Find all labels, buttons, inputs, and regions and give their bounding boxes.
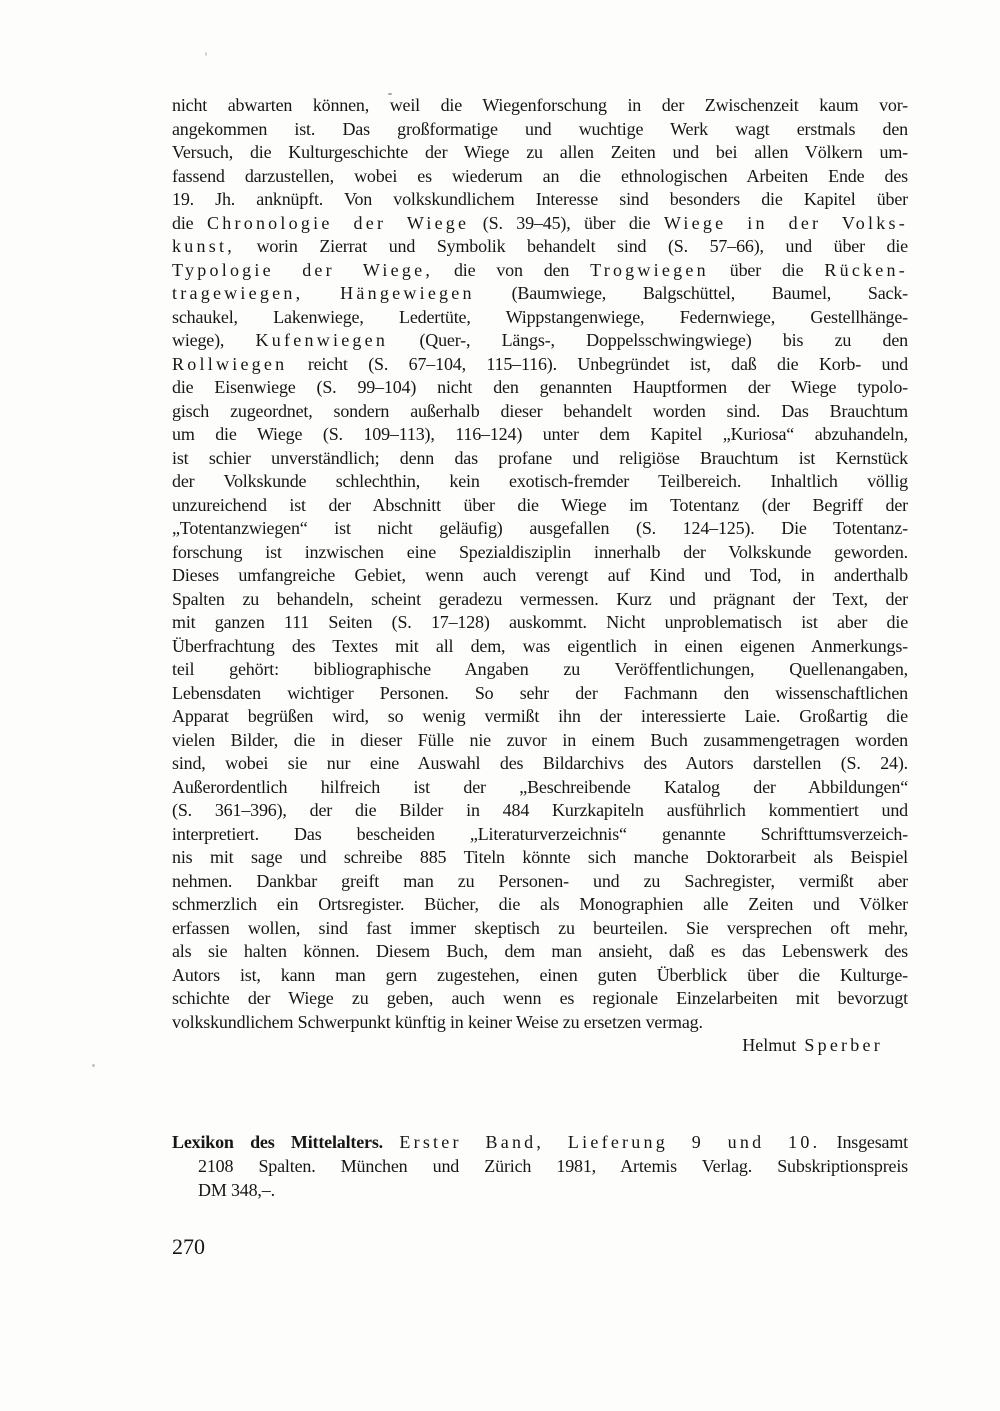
text-segment: (S. 361–396), der die Bilder in 484 Kurzkapiteln ausführlich kommentiert und (172, 800, 908, 820)
text-segment: Rollwiegen (172, 353, 288, 374)
text-segment: fassend darzustellen, wobei es wiederum an die ethnologischen Arbeiten Ende des (172, 165, 908, 186)
text-segment: (Baumwiege, Balgschüttel, Baumel, Sack- (474, 283, 908, 303)
text-segment: gisch zugeordnet, sondern außerhalb dieser behandelt worden sind. Das Brauchtum (172, 400, 908, 421)
text-line (172, 1178, 908, 1202)
text-segment: Kufenwiegen (255, 330, 389, 350)
text-line (172, 259, 908, 283)
text-line (172, 752, 908, 776)
text-segment: Wiege in der Volks- (663, 212, 909, 233)
text-segment: 2108 Spalten. München und Zürich 1981, Artemis Verlag. Subskriptionspreis (198, 1155, 908, 1176)
text-line (172, 1011, 908, 1035)
text-segment: nis mit sage und schreibe 885 Titeln könnte sich manche Doktorarbeit als Beispiel (172, 847, 908, 867)
text-segment: schaukel, Lakenwiege, Ledertüte, Wippstangenwiege, Federnwiege, Gestellhänge- (172, 306, 908, 327)
text-line (172, 635, 908, 659)
text-line (172, 447, 908, 471)
text-segment: Erster Band, Lieferung 9 und 10. (399, 1131, 821, 1152)
text-line (172, 776, 908, 800)
text-segment: Überfrachtung des Textes mit all dem, was eigentlich in einen eigenen Anmerkungs- (172, 635, 908, 656)
text-line (172, 729, 908, 753)
text-segment: schichte der Wiege zu geben, auch wenn es regionale Einzelarbeiten mit bevorzugt (172, 988, 908, 1008)
text-segment: Außerordentlich hilfreich ist der „Beschreibende Katalog der Abbildungen“ (172, 776, 908, 797)
text-segment: unzureichend ist der Abschnitt über die Wiege im Totentanz (der Begriff der (172, 494, 908, 515)
text-line (172, 517, 908, 541)
text-line (172, 423, 908, 447)
text-segment: „Totentanzwiegen“ ist nicht geläufig) ausgefallen (S. 124–125). Die Totentanz- (172, 518, 908, 538)
text-segment: forschung ist inzwischen eine Spezialdisziplin innerhalb der Volkskunde geworden. (172, 541, 908, 562)
text-line (172, 165, 908, 189)
text-segment: Trogwiegen (590, 259, 709, 280)
text-line (172, 212, 908, 236)
text-line (172, 376, 908, 400)
text-segment: kunst, (172, 236, 235, 256)
reviewer-first-name: Helmut (742, 1035, 797, 1055)
reviewer-last-name: Sperber (804, 1035, 883, 1055)
bibliographic-entry (172, 1130, 908, 1202)
text-line (172, 823, 908, 847)
text-line (172, 611, 908, 635)
text-line (172, 964, 908, 988)
text-segment: angekommen ist. Das großformatige und wuchtige Werk wagt erstmals den (172, 118, 908, 139)
text-segment: Hängewiegen (340, 283, 475, 303)
text-segment: die (172, 212, 207, 233)
page-number: 270 (172, 1233, 205, 1259)
text-line (172, 658, 908, 682)
text-segment: teil gehört: bibliographische Angaben zu Veröffentlichungen, Quellenangaben, (172, 659, 908, 679)
text-segment: die Eisenwiege (S. 99–104) nicht den genannten Hauptformen der Wiege typolo- (172, 377, 908, 397)
text-block (172, 94, 908, 1260)
text-line (172, 400, 908, 424)
text-segment: nehmen. Dankbar greift man zu Personen- und zu Sachregister, vermißt aber (172, 870, 908, 891)
text-line (172, 541, 908, 565)
text-line (172, 118, 908, 142)
text-line (172, 917, 908, 941)
text-segment: Rücken- (824, 259, 909, 280)
text-segment: um die Wiege (S. 109–113), 116–124) unter dem Kapitel „Kuriosa“ abzuhandeln, (172, 424, 908, 444)
text-line (172, 940, 908, 964)
text-line (172, 705, 908, 729)
text-line (172, 282, 908, 306)
text-segment: Lexikon des Mittelalters. (172, 1131, 383, 1152)
text-segment: Lebensdaten wichtiger Personen. So sehr der Fachmann den wissenschaftlichen (172, 682, 908, 703)
text-segment: Chronologie der Wiege (206, 212, 470, 233)
text-segment: (S. 39–45), über die (469, 212, 664, 233)
text-segment: sind, wobei sie nur eine Auswahl des Bildarchivs des Autors darstellen (S. 24). (172, 753, 908, 773)
text-segment: wiege), (172, 330, 256, 350)
text-line (172, 564, 908, 588)
text-segment (303, 283, 340, 303)
text-segment: ist schier unverständlich; denn das profane und religiöse Brauchtum ist Kernstück (172, 447, 908, 468)
text-segment: 19. Jh. anknüpft. Von volkskundlichem Interesse sind besonders die Kapitel über (172, 189, 908, 209)
text-line (172, 1154, 908, 1178)
text-segment: nicht abwarten können, weil die Wiegenforschung in der Zwischenzeit kaum vor- (172, 95, 908, 115)
text-line (172, 870, 908, 894)
text-segment: schmerzlich ein Ortsregister. Bücher, die als Monographien alle Zeiten und Völker (172, 894, 908, 914)
text-line (172, 494, 908, 518)
scan-speck (92, 1064, 95, 1067)
text-segment: Insgesamt (820, 1131, 909, 1152)
text-segment: Apparat begrüßen wird, so wenig vermißt ihn der interessierte Laie. Großartig die (172, 706, 908, 726)
text-segment: DM 348,–. (198, 1179, 275, 1200)
text-line (172, 682, 908, 706)
text-segment: volkskundlichem Schwerpunkt künftig in keiner Weise zu ersetzen vermag. (172, 1011, 703, 1032)
text-line (172, 799, 908, 823)
text-segment: Typologie der Wiege, (172, 259, 434, 280)
text-line (172, 987, 908, 1011)
text-segment: worin Zierrat und Symbolik behandelt sind (S. 57–66), und über die (234, 236, 908, 256)
text-segment: Versuch, die Kulturgeschichte der Wiege zu allen Zeiten und bei allen Völkern um- (172, 142, 908, 162)
text-segment (383, 1132, 399, 1152)
text-line (172, 1130, 908, 1154)
text-segment: Autors ist, kann man gern zugestehen, einen guten Überblick über die Kulturge- (172, 964, 908, 985)
text-segment: tragewiegen, (172, 283, 304, 303)
text-line (172, 353, 908, 377)
text-segment: die von den (433, 259, 591, 280)
text-line (172, 470, 908, 494)
reviewer-signature (172, 1034, 908, 1058)
scan-speck (205, 52, 207, 56)
text-line (172, 141, 908, 165)
text-segment: mit ganzen 111 Seiten (S. 17–128) auskommt. Nicht unproblematisch ist aber die (172, 612, 908, 632)
text-line (172, 329, 908, 353)
text-segment: Dieses umfangreiche Gebiet, wenn auch verengt auf Kind und Tod, in anderthalb (172, 565, 908, 585)
review-paragraph (172, 94, 908, 1034)
text-segment: der Volkskunde schlechthin, kein exotisch-fremder Teilbereich. Inhaltlich völlig (172, 471, 908, 491)
text-segment: vielen Bilder, die in dieser Fülle nie zuvor in einem Buch zusammengetragen worden (172, 729, 908, 750)
text-segment: über die (708, 259, 825, 280)
text-line (172, 306, 908, 330)
text-segment: (Quer-, Längs-, Doppelsschwingwiege) bis zu den (388, 330, 908, 350)
text-segment: erfassen wollen, sind fast immer skeptisch zu beurteilen. Sie versprechen oft mehr, (172, 917, 908, 938)
text-segment: reicht (S. 67–104, 115–116). Unbegründet ist, daß die Korb- und (287, 353, 908, 374)
text-line (172, 893, 908, 917)
text-line (172, 94, 908, 118)
text-line (172, 846, 908, 870)
text-line (172, 188, 908, 212)
text-line (172, 235, 908, 259)
text-segment: als sie halten können. Diesem Buch, dem man ansieht, daß es das Lebenswerk des (172, 941, 908, 961)
text-segment: interpretiert. Das bescheiden „Literaturverzeichnis“ genannte Schrifttumsverzeich- (172, 823, 908, 844)
text-segment: Spalten zu behandeln, scheint geradezu vermessen. Kurz und prägnant der Text, der (172, 588, 908, 609)
text-line (172, 588, 908, 612)
